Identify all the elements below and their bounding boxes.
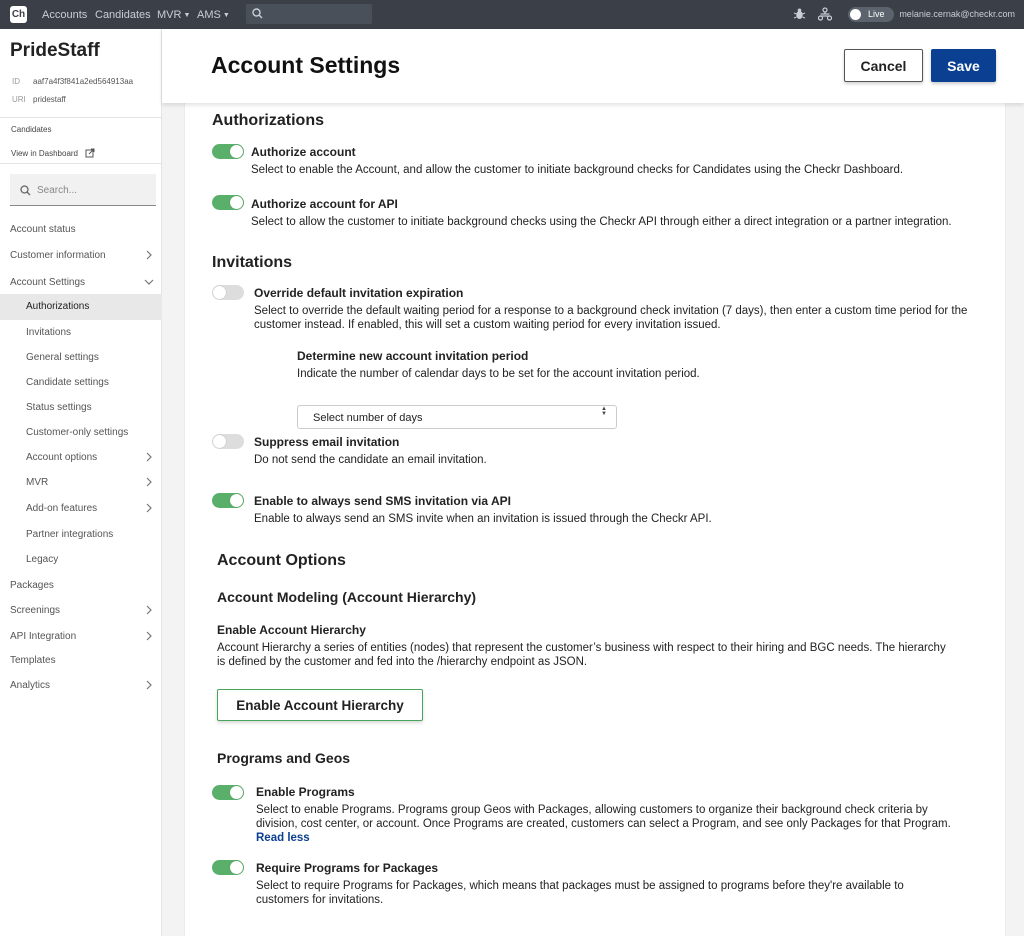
account-name: PrideStaff [10,40,100,61]
nav-search-input[interactable] [246,4,372,24]
caret-down-icon: ▼ [222,12,230,19]
sidebar-item-customer-information[interactable] [0,243,162,269]
sidebar-item-label: Customer-only settings [26,427,129,438]
sidebar-item-label: Authorizations [26,301,90,312]
account-id-row [12,77,133,86]
nav-menu-ams-label: AMS [197,9,221,21]
sidebar-item-api-integration[interactable] [0,624,162,650]
sidebar-item-label: Account status [10,224,76,235]
sidebar-item-packages[interactable] [0,573,162,599]
sidebar-item-add-on-features[interactable] [0,496,162,522]
uri-value: pridestaff [33,95,66,104]
divider [0,117,162,118]
caret-down-icon: ▼ [183,12,191,19]
sidebar-item-account-settings[interactable] [0,270,162,296]
chevron-right-icon [144,452,154,462]
sidebar-item-templates[interactable] [0,648,162,674]
sms-api-title: Enable to always send SMS invitation via API [254,494,511,508]
sidebar-item-label: General settings [26,352,99,363]
account-uri-row [12,95,66,104]
sidebar-item-authorizations[interactable] [0,294,162,320]
live-mode-toggle[interactable] [848,7,894,22]
sidebar-item-label: Partner integrations [26,529,114,540]
read-less-link[interactable]: Read less [256,832,310,844]
invitations-title: Invitations [212,254,293,271]
sms-api-toggle[interactable] [212,493,244,508]
account-modeling-title: Account Modeling (Account Hierarchy) [217,589,477,605]
nav-link-candidates[interactable]: Candidates [95,9,151,21]
external-link-icon [85,148,95,158]
sidebar-item-label: MVR [26,477,49,488]
sidebar-item-label: Invitations [26,327,72,338]
live-toggle-knob [850,9,861,20]
nav-link-accounts[interactable]: Accounts [42,9,88,21]
save-button[interactable]: Save [931,49,996,82]
enable-programs-toggle[interactable] [212,785,244,800]
require-programs-title: Require Programs for Packages [256,861,439,875]
sidebar-item-label: API Integration [10,631,77,642]
authorize-api-toggle[interactable] [212,195,244,210]
authorize-account-desc: Select to enable the Account, and allow the customer to initiate background checks for Candidates using the Checkr Dashboard. [251,164,904,176]
nav-menu-mvr-label: MVR [157,9,182,21]
enable-programs-desc [256,803,966,845]
suppress-email-toggle[interactable] [212,434,244,449]
tree-icon[interactable] [818,7,832,21]
sidebar-item-label: Packages [10,580,54,591]
sidebar [0,29,162,936]
chevron-right-icon [144,477,154,487]
sidebar-item-label: Add-on features [26,503,98,514]
invitation-days-select[interactable] [297,405,617,429]
authorize-api-desc: Select to allow the customer to initiate background checks using the Checkr API through either a direct integration or a partner integration. [251,216,952,228]
sidebar-item-status-settings[interactable] [0,395,162,421]
override-expiration-title: Override default invitation expiration [254,286,464,300]
sidebar-item-partner-integrations[interactable] [0,522,162,548]
sidebar-search-input[interactable] [10,174,156,206]
sidebar-item-label: Templates [10,655,56,666]
sidebar-item-analytics[interactable] [0,673,162,699]
uri-key: URI [12,95,26,104]
authorize-account-title: Authorize account [251,145,356,159]
chevron-right-icon [144,680,154,690]
sidebar-item-mvr[interactable] [0,470,162,496]
require-programs-desc: Select to require Programs for Packages, which means that packages must be assigned to programs before they're available to customers for invitations. [256,880,904,906]
chevron-right-icon [144,250,154,260]
authorize-api-title: Authorize account for API [251,197,398,211]
sidebar-item-account-options[interactable] [0,445,162,471]
checkr-logo[interactable]: Ch [10,6,27,23]
nav-menu-mvr[interactable] [157,9,190,21]
sms-api-desc: Enable to always send an SMS invite when an invitation is issued through the Checkr API. [254,513,712,525]
sidebar-item-label: Candidate settings [26,377,109,388]
sidebar-item-label: Account Settings [10,277,86,288]
sidebar-item-invitations[interactable] [0,320,162,346]
sidebar-search-placeholder: Search... [37,185,78,196]
sidebar-item-label: Analytics [10,680,51,691]
chevron-right-icon [144,605,154,615]
view-in-dashboard-link[interactable] [11,146,95,158]
authorize-account-toggle[interactable] [212,144,244,159]
sidebar-item-label: Screenings [10,605,61,616]
sidebar-item-label: Status settings [26,402,92,413]
hierarchy-desc: Account Hierarchy a series of entities (nodes) that represent the customer’s business with respect to their hiring and BGC needs. The hierarchy is defined by the customer and fed into the /hierarchy endpoint as JSON. [217,642,946,668]
candidates-link[interactable]: Candidates [11,125,52,134]
sidebar-item-legacy[interactable] [0,547,162,573]
cancel-button[interactable]: Cancel [844,49,923,82]
suppress-email-title: Suppress email invitation [254,435,400,449]
chevron-right-icon [144,503,154,513]
sidebar-item-screenings[interactable] [0,598,162,624]
invitation-period-title: Determine new account invitation period [297,349,529,363]
select-arrows-icon: ▲ ▼ [601,406,607,417]
sidebar-item-label: Legacy [26,554,59,565]
search-icon [20,185,31,196]
enable-hierarchy-button[interactable]: Enable Account Hierarchy [217,689,423,721]
top-nav [0,0,1024,29]
suppress-email-desc: Do not send the candidate an email invitation. [254,454,487,466]
live-label: Live [868,9,885,19]
page-header [162,29,1024,103]
enable-programs-title: Enable Programs [256,785,355,799]
sidebar-item-label: Account options [26,452,98,463]
sidebar-item-customer-only-settings[interactable] [0,420,162,446]
search-icon [252,8,263,19]
bug-icon[interactable] [793,7,806,21]
authorizations-title: Authorizations [212,112,324,129]
require-programs-toggle[interactable] [212,860,244,875]
enable-programs-desc-text: Select to enable Programs. Programs group Geos with Packages, allowing customers to organize their background check criteria by division, cost center, or account. Once Programs are created, customers can select a Program, and see only Packages for that Program. [256,804,951,830]
settings-panel [184,103,1006,936]
hierarchy-title: Enable Account Hierarchy [217,623,366,637]
programs-geos-title: Programs and Geos [217,750,351,766]
invitation-days-select-value: Select number of days [313,412,423,424]
override-expiration-toggle[interactable] [212,285,244,300]
account-options-title: Account Options [217,552,346,569]
sidebar-item-general-settings[interactable] [0,345,162,371]
sidebar-item-account-status[interactable] [0,217,162,243]
divider [0,163,162,164]
chevron-down-icon [144,277,154,287]
invitation-period-desc: Indicate the number of calendar days to be set for the account invitation period. [297,368,700,380]
sidebar-item-candidate-settings[interactable] [0,370,162,396]
view-in-dashboard-label: View in Dashboard [11,149,79,158]
sidebar-item-label: Customer information [10,250,106,261]
nav-menu-ams[interactable] [197,9,230,21]
id-key: ID [12,77,20,86]
id-value: aaf7a4f3f841a2ed564913aa [33,77,134,86]
override-expiration-desc: Select to override the default waiting period for a response to a background check invitation (7 days), then enter a custom time period for the customer instead. If enabled, this will set a custom waiting period for every invitation issued. [254,305,968,331]
page-title: Account Settings [211,52,401,78]
user-email[interactable]: melanie.cernak@checkr.com [899,9,1015,19]
chevron-right-icon [144,631,154,641]
